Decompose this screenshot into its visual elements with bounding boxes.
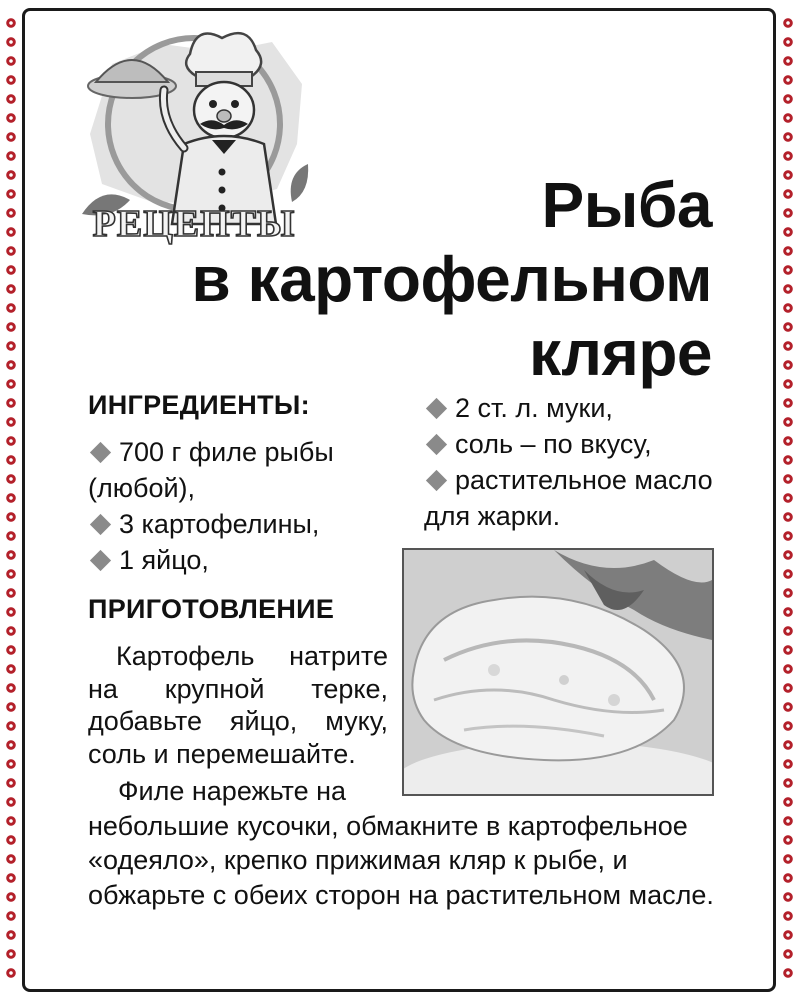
ingredients-right-column (424, 390, 724, 534)
ingredient-item: 1 яйцо, (88, 542, 408, 578)
ingredient-item: соль – по вкусу, (424, 426, 724, 462)
right-border-ornament (781, 14, 795, 986)
preparation-heading: ПРИГОТОВЛЕНИЕ (88, 594, 335, 624)
ingredient-item: 700 г филе рыбы (любой), (88, 437, 334, 503)
recipe-title (191, 168, 712, 390)
paragraph-2-rest: небольшие кусочки, обмакните в картофельное «одеяло», крепко прижимая кляр к рыбе, и обжарьте с обеих сторон на растительном масле. (88, 810, 714, 910)
diamond-bullet-icon (426, 470, 447, 491)
fish-dish-photo (402, 548, 714, 796)
ingredients-heading: ИНГРЕДИЕНТЫ: (88, 390, 310, 420)
ingredient-item: 2 ст. л. муки, (424, 390, 724, 426)
emblem-word: РЕЦЕПТЫ (92, 203, 296, 245)
diamond-bullet-icon (426, 434, 447, 455)
title-line-1: Рыба (541, 169, 712, 241)
ingredients-left-column (88, 388, 408, 578)
left-border-ornament (4, 14, 18, 986)
preparation-paragraph-2 (88, 774, 716, 912)
fish-dish-image (404, 550, 712, 794)
diamond-bullet-icon (90, 514, 111, 535)
diamond-bullet-icon (426, 398, 447, 419)
paragraph-2-first-line: Филе нарежьте на (118, 776, 347, 806)
diamond-bullet-icon (90, 550, 111, 571)
diamond-bullet-icon (90, 442, 111, 463)
title-line-3: кляре (529, 317, 712, 389)
preparation-paragraph-1: Картофель натрите на крупной терке, добавьте яйцо, муку, соль и перемешайте. (88, 641, 388, 769)
title-line-2: в картофельном (191, 243, 712, 315)
ingredient-item: 3 картофелины, (88, 506, 408, 542)
ingredient-item: растительное масло для жарки. (424, 465, 713, 531)
